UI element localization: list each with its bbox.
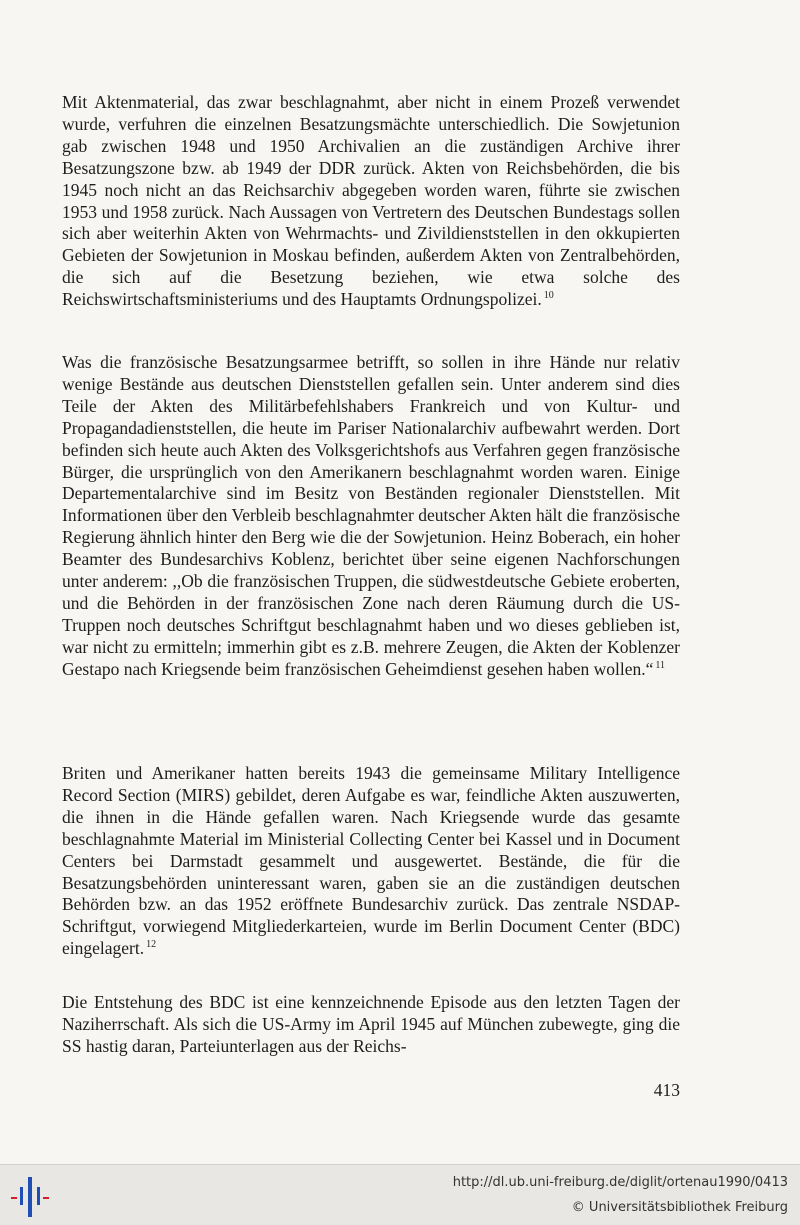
- paragraph-2: [62, 352, 680, 681]
- paragraph-text: Briten und Amerikaner hatten bereits 1943 die gemeinsame Military Intelligence Record Section (MIRS) gebildet, deren Aufgabe es war, feindliche Akten auszuwerten, die ihnen in die Hände gefallen waren. Nach Kriegsende wurde das gesamte beschlagnahmte Material im Ministerial Collecting Center bei Kassel und in Document Centers bei Darmstadt gesammelt und ausgewertet. Bestände, die für die Besatzungsbehörden uninteressant waren, gaben sie an die zuständigen deutschen Behörden bzw. an das 1952 eröffnete Bundesarchiv zurück. Das zentrale NSDAP-Schriftgut, vorwiegend Mitgliederkarteien, wurde im Berlin Document Center (BDC) eingelagert.: [62, 763, 680, 959]
- paragraph-text: Die Entstehung des BDC ist eine kennzeichnende Episode aus den letzten Tagen der Naziherrschaft. Als sich die US-Army im April 1945 auf München zubewegte, ging die SS hastig daran, Parteiunterlagen aus der Reichs-: [62, 992, 680, 1056]
- paragraph-text: Was die französische Besatzungsarmee betrifft, so sollen in ihre Hände nur relativ wenige Bestände aus deutschen Dienststellen gefallen sein. Unter anderem sind dies Teile der Akten des Militärbefehlshabers Frankreich und von Kultur- und Propagandadienststellen, die heute im Pariser Nationalarchiv aufbewahrt werden. Dort befinden sich heute auch Akten des Volksgerichtshofs aus Verfahren gegen französische Bürger, die ursprünglich von den Amerikanern beschlagnahmt worden waren. Einige Departementalarchive sind im Besitz von Beständen regionaler Dienststellen. Mit Informationen über den Verbleib beschlagnahmter deutscher Akten hält die französische Regierung ähnlich hinter den Berg wie die der Sowjetunion. Heinz Boberach, ein hoher Beamter des Bundesarchivs Koblenz, berichtet über seine eigenen Nachforschungen unter anderem: ,,Ob die französischen Truppen, die südwestdeutsche Gebiete eroberten, und die Behörden in der französischen Zone nach deren Räumung durch die US-Truppen noch deutsches Schriftgut beschlagnahmt haben und wo dieses geblieben ist, war nicht zu ermitteln; immerhin gibt es z.B. mehrere Zeugen, die Akten der Koblenzer Gestapo nach Kriegsende beim französischen Geheimdienst gesehen haben wollen.“: [62, 352, 680, 679]
- page-number: 413: [653, 1080, 680, 1100]
- copyright-notice: © Universitätsbibliothek Freiburg: [571, 1200, 788, 1215]
- paragraph-4: [62, 992, 680, 1058]
- ub-freiburg-logo-icon[interactable]: [8, 1175, 52, 1219]
- source-url-link[interactable]: http://dl.ub.uni-freiburg.de/diglit/ortenau1990/0413: [452, 1175, 788, 1190]
- footnote-marker: 11: [655, 659, 666, 671]
- paragraph-3: [62, 763, 680, 960]
- footer-bar: [0, 1164, 800, 1225]
- footnote-marker: 12: [146, 939, 157, 951]
- footnote-marker: 10: [543, 290, 554, 302]
- paragraph-text: Mit Aktenmaterial, das zwar beschlagnahmt, aber nicht in einem Prozeß verwendet wurde, verfuhren die einzelnen Besatzungsmächte unterschiedlich. Die Sowjetunion gab zwischen 1948 und 1950 Archivalien an die zuständigen Archive ihrer Besatzungszone bzw. ab 1949 der DDR zurück. Akten von Reichsbehörden, die bis 1945 noch nicht an das Reichsarchiv abgegeben worden waren, führte sie zwischen 1953 und 1958 zurück. Nach Aussagen von Vertretern des Deutschen Bundestags sollen sich aber weiterhin Akten von Wehrmachts- und Zivildienststellen in den okkupierten Gebieten der Sowjetunion in Moskau befinden, außerdem Akten von Zentralbehörden, die sich auf die Besetzung beziehen, wie etwa solche des Reichswirtschaftsministeriums und des Hauptamts Ordnungspolizei.: [62, 92, 680, 310]
- paragraph-1: [62, 92, 680, 311]
